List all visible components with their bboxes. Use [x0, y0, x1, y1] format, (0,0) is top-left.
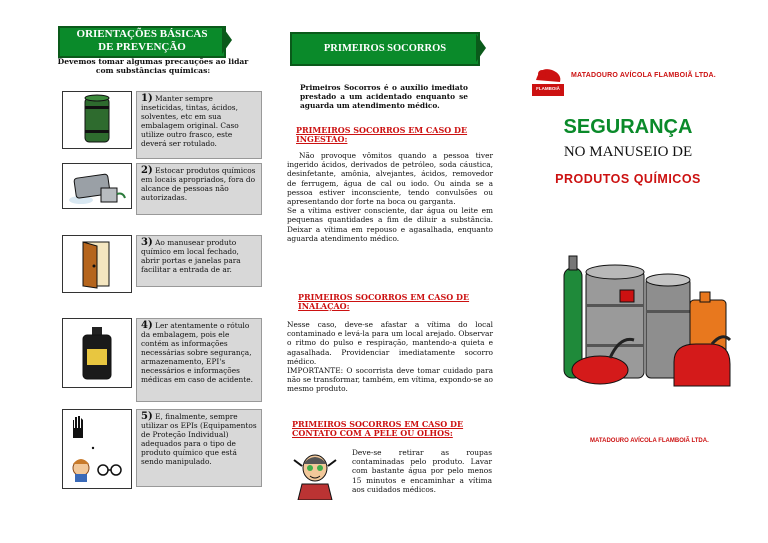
- open-door-icon: [62, 235, 132, 293]
- title-produtos: PRODUTOS QUÍMICOS: [555, 172, 701, 186]
- first-aid-intro: Primeiros Socorros é o auxílio imediato prestado a um acidentado enquanto se aguarda um atendimento médico.: [300, 83, 468, 111]
- banner-arrow-icon: [222, 26, 232, 54]
- prevention-banner-line1: ORIENTAÇÕES BÁSICAS: [76, 28, 208, 40]
- barrel-icon: [62, 91, 132, 149]
- inhalation-text: Nesse caso, deve-se afastar a vítima do local contaminado e levá-la para um local arejado. Observar o ritmo do pulso e respiração, mantendo-a quieta e agasalhada. Providenciar imediatamente socorro médico. IMPORTANTE: O socorrista deve tomar cuidado para não se transformar, também, em vítima, expondo-se ao mesmo produto.: [287, 320, 493, 394]
- logo-text: FLAMBOIÃ: [536, 86, 560, 91]
- ingestion-title: PRIMEIROS SOCORROS EM CASO DE INGESTÃO:: [296, 125, 468, 144]
- ingestion-text: Não provoque vômitos quando a pessoa tiver ingerido ácidos, derivados de petróleo, soda cáustica, desinfetante, amônia, alvejantes, ácidos, removedor de ferrugem, água de cal ou iodo. Ou ainda se a pessoa estiver inconsciente, tendo convulsões ou apresentando dor forte na boca ou garganta. Se a vítima estiver consciente, dar água ou leite em pequenas quantidades a fim de diluir a substância. Deixar a vítima em repouso e agasalhada, enquanto aguarda atendimento médico.: [287, 151, 493, 243]
- bottle-label-icon: [62, 318, 132, 388]
- prevention-banner-line2: DE PREVENÇÃO: [98, 40, 186, 53]
- company-name: MATADOURO AVÍCOLA FLAMBOIÃ LTDA.: [571, 72, 716, 79]
- contaminated-person-icon: [290, 448, 340, 500]
- chemical-containers-illustration: [560, 248, 740, 394]
- title-no-manuseio: NO MANUSEIO DE: [563, 144, 693, 160]
- tip-2: 2) Estocar produtos químicos em locais apropriados, fora do alcance de pessoas não autorizadas.: [141, 165, 256, 202]
- tip-5: 5) E, finalmente, sempre utilizar os EPIs (Equipamentos de Proteção Individual) adequados para o tipo de produto químico que está sendo manipulado.: [141, 411, 257, 466]
- ppe-icon: [62, 409, 132, 489]
- prevention-banner: [58, 26, 226, 58]
- prevention-intro: Devemos tomar algumas precauções ao lidar com substâncias químicas:: [57, 57, 249, 75]
- first-aid-arrow-icon: [476, 34, 486, 62]
- skin-contact-text: Deve-se retirar as roupas contaminadas pelo produto. Lavar com bastante água por pelo menos 15 minutos e encaminhar a vítima aos cuidados médicos.: [352, 448, 492, 494]
- footer-company: MATADOURO AVÍCOLA FLAMBOIÃ LTDA.: [590, 438, 709, 444]
- spilled-barrel-icon: [62, 163, 132, 209]
- tip-3: 3) Ao manusear produto químico em local fechado, abrir portas e janelas para facilitar a entrada de ar.: [141, 237, 241, 274]
- company-logo: [530, 64, 566, 98]
- tip-1: 1) Manter sempre inseticidas, tintas, ácidos, solventes, etc em sua embalagem original. Caso utilize outro frasco, este deverá ser rotulado.: [141, 93, 239, 148]
- first-aid-banner: PRIMEIROS SOCORROS: [290, 32, 480, 66]
- title-seguranca: SEGURANÇA: [563, 116, 693, 138]
- skin-contact-title: PRIMEIROS SOCORROS EM CASO DE CONTATO COM A PELE OU OLHOS:: [292, 419, 464, 438]
- inhalation-title: PRIMEIROS SOCORROS EM CASO DE INALAÇÃO:: [298, 292, 470, 311]
- tip-4: 4) Ler atentamente o rótulo da embalagem, pois ele contém as informações necessárias sobre segurança, armazenamento, EPI's necessários e informações médicas em caso de acidente.: [141, 320, 253, 384]
